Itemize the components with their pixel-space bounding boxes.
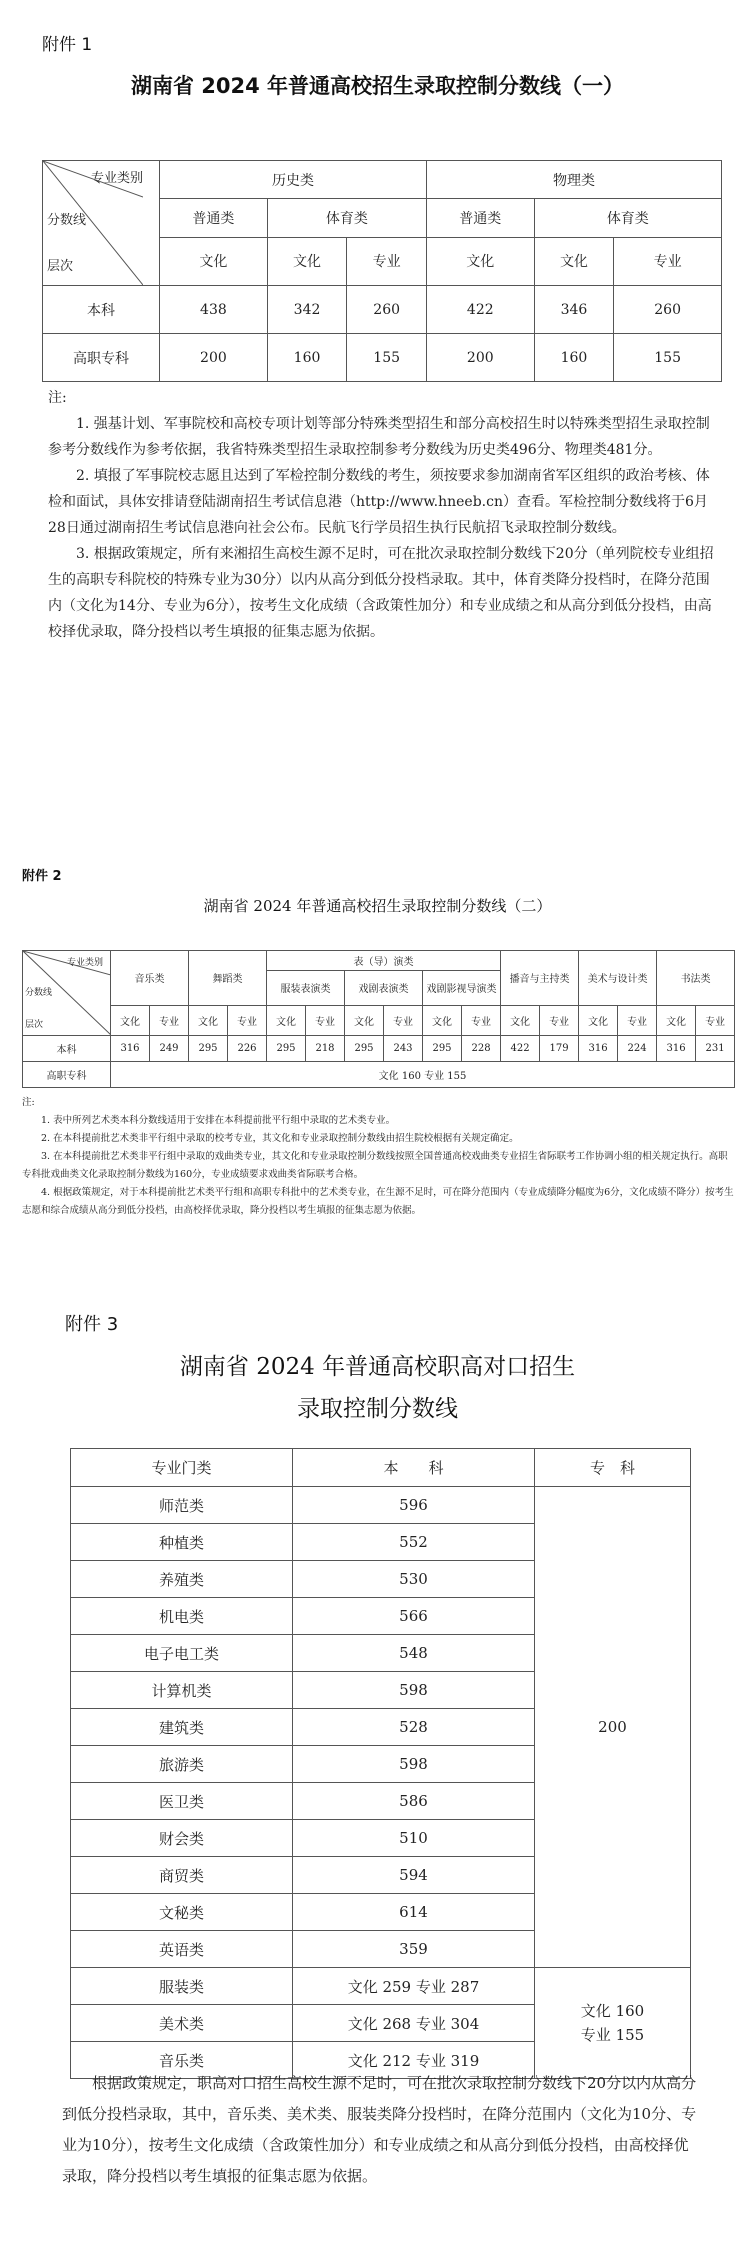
note-item: 1. 强基计划、军事院校和高校专项计划等部分特殊类型招生和部分高校招生时以特殊类型招生录取控制参考分数线作为参考依据，我省特殊类型招生录取控制参考分数线为历史类496分、物理类481分。 xyxy=(48,416,710,458)
col-major: 专业 xyxy=(347,237,427,285)
cell: 528 xyxy=(293,1709,535,1746)
score-table-1 xyxy=(42,160,722,382)
col-culture: 文化 xyxy=(111,1005,150,1035)
performance-header: 表（导）演类 xyxy=(267,951,501,971)
cell: 260 xyxy=(614,286,722,334)
row-label: 计算机类 xyxy=(71,1672,293,1709)
cell: 295 xyxy=(189,1036,228,1062)
col-culture: 文化 xyxy=(534,237,614,285)
note-item: 3. 根据政策规定，所有来湘招生高校生源不足时，可在批次录取控制分数线下20分（单列院校专业组招生的高职专科院校的特殊专业为30分）以内从高分到低分投档录取。其中，体育类降分投档时，在降分范围内（文化为14分、专业为6分），按考生文化成绩（含政策性加分）和专业成绩之和从高分到低分投档，由高校择优录取，降分投档以考生填报的征集志愿为依据。 xyxy=(48,546,714,640)
history-sports-header: 体育类 xyxy=(267,199,426,237)
cell: 510 xyxy=(293,1820,535,1857)
header-category-label: 专业类别 xyxy=(91,171,144,186)
music-header: 音乐类 xyxy=(111,951,189,1006)
note-item: 3. 在本科提前批艺术类非平行组中录取的戏曲类专业，其文化和专业录取控制分数线按照全国普通高校戏曲类专业招生省际联考工作协调小组的相关规定执行。高职专科批戏曲类文化录取控制分数线为160分，专业成绩要求戏曲类省际联考合格。 xyxy=(22,1151,728,1180)
col-major: 专业 xyxy=(384,1005,423,1035)
notes-2 xyxy=(22,1094,734,1220)
col-major: 专业 xyxy=(618,1005,657,1035)
cell: 231 xyxy=(696,1036,735,1062)
header-category: 专业门类 xyxy=(71,1449,293,1487)
drama-header: 戏剧表演类 xyxy=(345,971,423,1005)
score-table-2 xyxy=(22,950,735,1088)
col-culture: 文化 xyxy=(423,1005,462,1035)
cell: 218 xyxy=(306,1036,345,1062)
col-major: 专业 xyxy=(696,1005,735,1035)
cell: 614 xyxy=(293,1894,535,1931)
attachment-2-label: 附件 2 xyxy=(22,869,62,884)
notes-3 xyxy=(62,2068,698,2192)
junior-college-art-culture: 文化 160 xyxy=(580,2002,645,2020)
cell: 155 xyxy=(614,334,722,382)
fashion-show-header: 服装表演类 xyxy=(267,971,345,1005)
header-diagonal-cell xyxy=(23,951,111,1036)
header-category-label: 专业类别 xyxy=(67,958,104,968)
cell: 243 xyxy=(384,1036,423,1062)
table-row xyxy=(23,1062,735,1088)
col-culture: 文化 xyxy=(426,237,534,285)
row-label: 本科 xyxy=(43,286,160,334)
row-label: 英语类 xyxy=(71,1931,293,1968)
note-item: 根据政策规定，职高对口招生高校生源不足时，可在批次录取控制分数线下20分以内从高分到低分投档录取，其中，音乐类、美术类、服装类降分投档时，在降分范围内（文化为10分、专业为10分），按考生文化成绩（含政策性加分）和专业成绩之和从高分到低分投档，由高校择优录取，降分投档以考生填报的征集志愿为依据。 xyxy=(62,2074,697,2185)
cell: 155 xyxy=(347,334,427,382)
cell: 249 xyxy=(150,1036,189,1062)
junior-college-score: 200 xyxy=(535,1487,691,1968)
cell: 316 xyxy=(579,1036,618,1062)
cell: 596 xyxy=(293,1487,535,1524)
note-label: 注: xyxy=(48,390,67,406)
cell: 文化 268 专业 304 xyxy=(293,2005,535,2042)
cell: 548 xyxy=(293,1635,535,1672)
header-score-label: 分数线 xyxy=(47,213,87,228)
title-2: 湖南省 2024 年普通高校招生录取控制分数线（二） xyxy=(203,897,552,915)
notes-1 xyxy=(48,385,718,645)
col-culture: 文化 xyxy=(267,1005,306,1035)
row-label: 养殖类 xyxy=(71,1561,293,1598)
note-item: 1. 表中所列艺术类本科分数线适用于安排在本科提前批平行组中录取的艺术类专业。 xyxy=(41,1115,396,1126)
col-culture: 文化 xyxy=(579,1005,618,1035)
col-culture: 文化 xyxy=(160,237,268,285)
cell: 200 xyxy=(160,334,268,382)
junior-college-art-score xyxy=(535,1968,691,2079)
col-culture: 文化 xyxy=(657,1005,696,1035)
cell: 342 xyxy=(267,286,347,334)
cell: 179 xyxy=(540,1036,579,1062)
cell: 359 xyxy=(293,1931,535,1968)
table-row xyxy=(71,1487,691,1524)
calligraphy-header: 书法类 xyxy=(657,951,735,1006)
row-label: 电子电工类 xyxy=(71,1635,293,1672)
col-culture: 文化 xyxy=(189,1005,228,1035)
header-level-label: 层次 xyxy=(47,259,74,274)
cell: 346 xyxy=(534,286,614,334)
cell: 226 xyxy=(228,1036,267,1062)
col-culture: 文化 xyxy=(267,237,347,285)
note-label: 注: xyxy=(22,1097,35,1108)
col-major: 专业 xyxy=(306,1005,345,1035)
cell: 文化 212 专业 319 xyxy=(293,2042,535,2079)
cell: 530 xyxy=(293,1561,535,1598)
cell: 295 xyxy=(423,1036,462,1062)
table-row xyxy=(23,1036,735,1062)
row-label: 医卫类 xyxy=(71,1783,293,1820)
history-header: 历史类 xyxy=(160,161,427,199)
cell: 566 xyxy=(293,1598,535,1635)
note-item: 4. 根据政策规定，对于本科提前批艺术类平行组和高职专科批中的艺术类专业，在生源不足时，可在降分范围内（专业成绩降分幅度为6分，文化成绩不降分）按考生志愿和综合成绩从高分到低分投档，由高校择优录取，降分投档以考生填报的征集志愿为依据。 xyxy=(22,1187,734,1216)
row-label: 美术类 xyxy=(71,2005,293,2042)
history-general-header: 普通类 xyxy=(160,199,268,237)
cell: 422 xyxy=(426,286,534,334)
score-table-3 xyxy=(70,1448,691,2079)
cell: 295 xyxy=(345,1036,384,1062)
header-level-label: 层次 xyxy=(25,1020,44,1030)
cell: 598 xyxy=(293,1672,535,1709)
row-label: 音乐类 xyxy=(71,2042,293,2079)
table-row xyxy=(43,334,722,382)
cell: 160 xyxy=(267,334,347,382)
row-label: 师范类 xyxy=(71,1487,293,1524)
cell-merged: 文化 160 专业 155 xyxy=(111,1062,735,1088)
row-label: 本科 xyxy=(23,1036,111,1062)
header-score-label: 分数线 xyxy=(25,988,53,998)
note-item: 2. 填报了军事院校志愿且达到了军检控制分数线的考生，须按要求参加湖南省军区组织的政治考核、体检和面试，具体安排请登陆湖南招生考试信息港（http://www.hneeb.cn）查看。军检控制分数线将于6月28日通过湖南招生考试信息港向社会公布。民航飞行学员招生执行民航招飞录取控制分数线。 xyxy=(48,468,710,536)
cell: 552 xyxy=(293,1524,535,1561)
row-label: 机电类 xyxy=(71,1598,293,1635)
cell: 598 xyxy=(293,1746,535,1783)
attachment-1-label: 附件 1 xyxy=(42,35,93,55)
cell: 文化 259 专业 287 xyxy=(293,1968,535,2005)
row-label: 建筑类 xyxy=(71,1709,293,1746)
row-label: 高职专科 xyxy=(43,334,160,382)
art-design-header: 美术与设计类 xyxy=(579,951,657,1006)
cell: 200 xyxy=(426,334,534,382)
cell: 438 xyxy=(160,286,268,334)
cell: 586 xyxy=(293,1783,535,1820)
cell: 224 xyxy=(618,1036,657,1062)
col-culture: 文化 xyxy=(501,1005,540,1035)
cell: 228 xyxy=(462,1036,501,1062)
title-3-line2: 录取控制分数线 xyxy=(297,1396,458,1422)
title-1: 湖南省 2024 年普通高校招生录取控制分数线（一） xyxy=(130,74,625,98)
row-label: 商贸类 xyxy=(71,1857,293,1894)
row-label: 财会类 xyxy=(71,1820,293,1857)
header-junior-college: 专 科 xyxy=(535,1449,691,1487)
header-undergrad: 本 科 xyxy=(293,1449,535,1487)
cell: 160 xyxy=(534,334,614,382)
table-row xyxy=(43,286,722,334)
junior-college-art-major: 专业 155 xyxy=(580,2026,645,2044)
note-item: 2. 在本科提前批艺术类非平行组中录取的校考专业，其文化和专业录取控制分数线由招生院校根据有关规定确定。 xyxy=(41,1133,519,1144)
row-label: 服装类 xyxy=(71,1968,293,2005)
cell: 316 xyxy=(657,1036,696,1062)
col-major: 专业 xyxy=(462,1005,501,1035)
cell: 316 xyxy=(111,1036,150,1062)
physics-general-header: 普通类 xyxy=(426,199,534,237)
cell: 295 xyxy=(267,1036,306,1062)
col-culture: 文化 xyxy=(345,1005,384,1035)
col-major: 专业 xyxy=(150,1005,189,1035)
row-label: 文秘类 xyxy=(71,1894,293,1931)
row-label: 旅游类 xyxy=(71,1746,293,1783)
row-label: 种植类 xyxy=(71,1524,293,1561)
broadcast-header: 播音与主持类 xyxy=(501,951,579,1006)
col-major: 专业 xyxy=(228,1005,267,1035)
title-3-line1: 湖南省 2024 年普通高校职高对口招生 xyxy=(179,1354,576,1380)
director-header: 戏剧影视导演类 xyxy=(423,971,501,1005)
dance-header: 舞蹈类 xyxy=(189,951,267,1006)
cell: 422 xyxy=(501,1036,540,1062)
header-diagonal-cell xyxy=(43,161,160,286)
cell: 594 xyxy=(293,1857,535,1894)
physics-header: 物理类 xyxy=(426,161,721,199)
col-major: 专业 xyxy=(540,1005,579,1035)
attachment-3-label: 附件 3 xyxy=(65,1314,119,1335)
table-row xyxy=(71,1968,691,2005)
physics-sports-header: 体育类 xyxy=(534,199,721,237)
col-major: 专业 xyxy=(614,237,722,285)
row-label: 高职专科 xyxy=(23,1062,111,1088)
cell: 260 xyxy=(347,286,427,334)
